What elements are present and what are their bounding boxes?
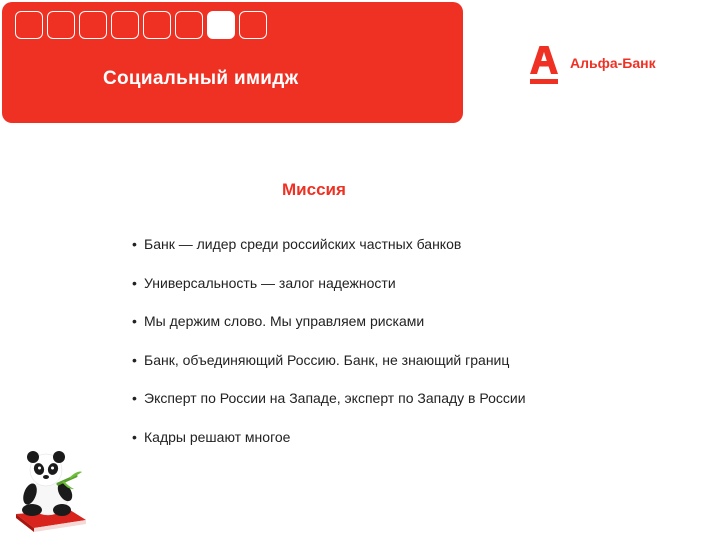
logo-text: Альфа-Банк [570,55,656,71]
nav-square-6[interactable] [175,11,203,39]
page-title: Социальный имидж [103,68,299,89]
nav-square-3[interactable] [79,11,107,39]
list-item-text: Кадры решают многое [144,428,291,445]
nav-square-8[interactable] [239,11,267,39]
slide-navigation [15,11,267,39]
nav-square-2[interactable] [47,11,75,39]
bullet-mark: • [132,428,137,445]
list-item-text: Универсальность — залог надежности [144,274,396,291]
list-item [132,352,526,391]
bullet-mark: • [132,274,137,291]
nav-square-5[interactable] [143,11,171,39]
list-item-text: Эксперт по России на Западе, эксперт по Западу в России [144,390,526,406]
list-item [132,275,526,314]
bullet-mark: • [132,390,137,406]
mission-list [132,236,526,467]
bullet-mark: • [132,313,137,329]
bullet-mark: • [132,236,137,252]
section-heading: Миссия [282,180,346,199]
alfa-bank-logo-icon [527,44,561,88]
list-item [132,390,526,429]
header-banner [2,2,463,123]
list-item [132,236,526,275]
panda-mascot-icon [12,446,88,532]
list-item [132,313,526,352]
alfa-bank-logo [527,44,687,88]
list-item-text: Мы держим слово. Мы управляем рисками [144,313,425,329]
nav-square-1[interactable] [15,11,43,39]
list-item-text: Банк — лидер среди российских частных банков [144,236,462,252]
list-item-text: Банк, объединяющий Россию. Банк, не знающий границ [144,351,510,368]
nav-square-4[interactable] [111,11,139,39]
bullet-mark: • [132,351,137,368]
nav-square-7-active[interactable] [207,11,235,39]
list-item [132,429,526,468]
